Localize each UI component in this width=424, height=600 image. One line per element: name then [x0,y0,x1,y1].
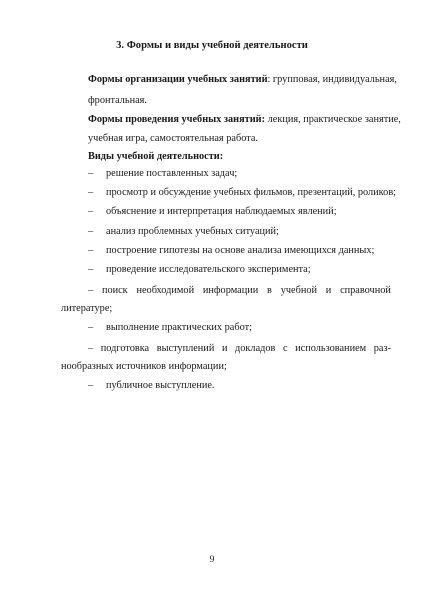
list-dash: – [88,245,94,256]
list-word: выступлений [156,343,215,354]
list-dash: – [88,187,94,198]
list-word: информации [202,285,259,296]
list-item [88,260,311,279]
list-word: учебной [280,285,317,296]
list-item-text: решение поставленных задач; [106,168,238,179]
list-item-text: выполнение практических работ; [106,322,252,333]
forms-organization-line1 [88,70,397,89]
list-item-text: публичное выступление. [106,380,215,391]
list-item [88,202,337,221]
list-dash: – [88,264,94,275]
list-item-justified-line [88,281,391,300]
list-item-text: объяснение и интерпретация наблюдаемых явлений; [106,206,337,217]
forms-conduct-line1 [88,110,401,129]
list-word: в [267,285,272,296]
list-item-continuation: нообразных источников информации; [61,361,227,372]
page-number: 9 [209,555,215,565]
list-word: с [283,343,288,354]
list-word: справочной [340,285,391,296]
forms-conduct-line2: учебная игра, самостоятельная работа. [88,133,258,144]
list-item [88,376,215,395]
list-dash: – [88,206,94,217]
list-item-justified-line [88,339,391,358]
list-item-text: проведение исследовательского эксперимента; [106,264,311,275]
list-dash: – [88,285,94,296]
list-item [88,318,252,337]
list-item-text: просмотр и обсуждение учебных фильмов, презентаций, роликов; [106,187,397,198]
list-dash: – [88,226,94,237]
list-word: необходимой [136,285,195,296]
list-item-text: построение гипотезы на основе анализа имеющихся данных; [106,245,375,256]
forms-conduct-values: лекция, практическое занятие, [265,114,401,125]
list-word: поиск [101,285,128,296]
list-item [88,164,237,183]
forms-organization-label: Формы организации учебных занятий [88,74,268,85]
list-item [88,241,374,260]
list-word: раз- [373,343,391,354]
list-dash: – [88,343,94,354]
list-word: и [325,285,332,296]
list-word: использованием [295,343,367,354]
forms-conduct-label: Формы проведения учебных занятий: [88,114,266,125]
activities-title: Виды учебной деятельности: [88,151,224,162]
list-word: докладов [235,343,276,354]
list-word: и [221,343,228,354]
list-item-text: анализ проблемных учебных ситуаций; [106,226,279,237]
list-word: подготовка [100,343,150,354]
list-item [88,183,396,202]
list-dash: – [88,168,94,179]
forms-organization-values: : групповая, индивидуальная, [267,74,397,85]
forms-organization-line2: фронтальная. [88,95,147,106]
list-item-continuation: литературе; [61,303,113,314]
list-dash: – [88,322,94,333]
list-dash: – [88,380,94,391]
list-item [88,222,279,241]
section-heading: 3. Формы и виды учебной деятельности [116,40,308,51]
